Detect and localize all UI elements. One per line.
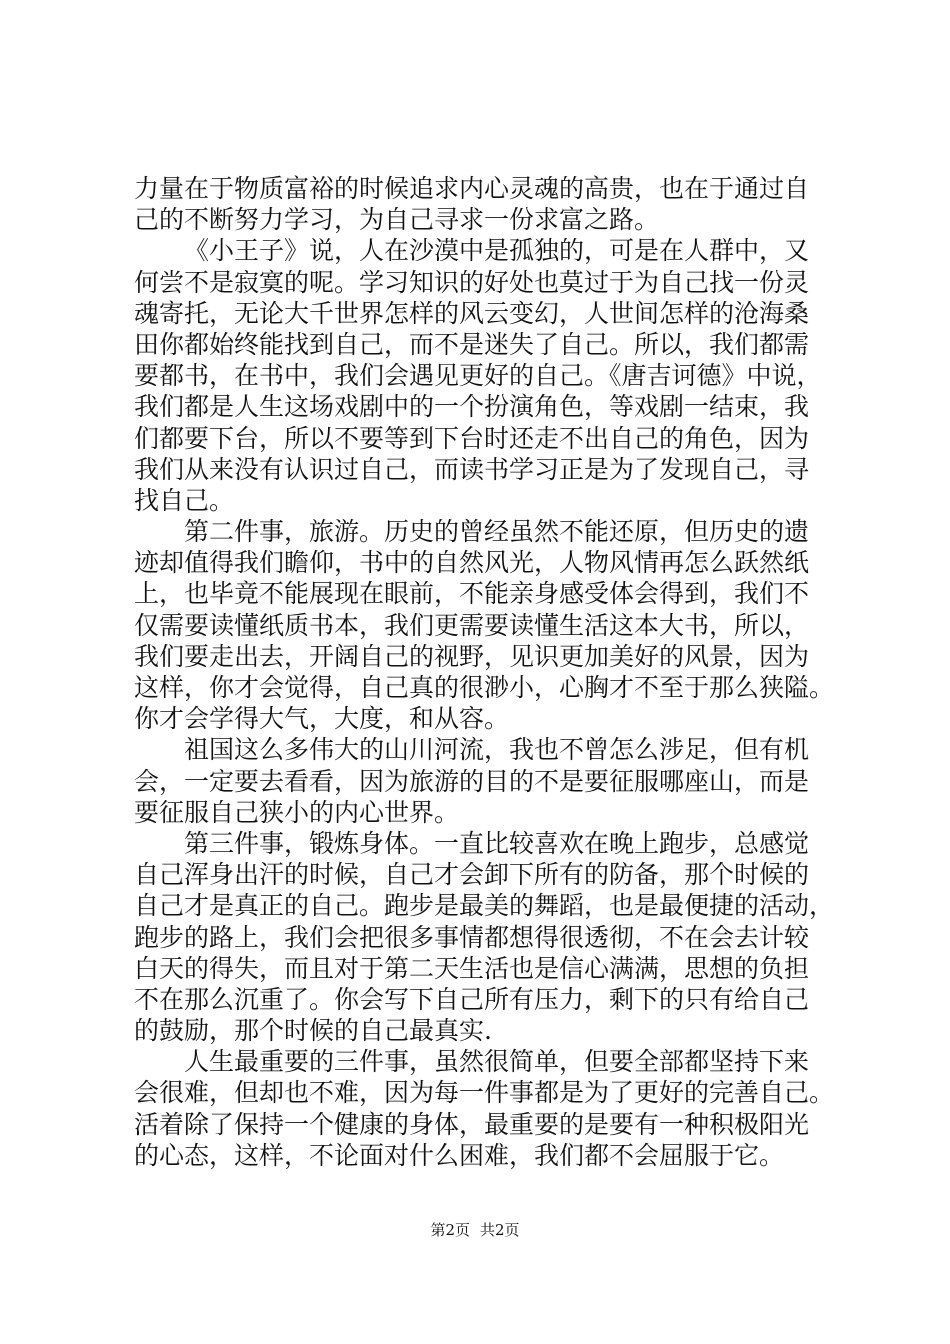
text-line: 力量在于物质富裕的时候追求内心灵魂的高贵，也在于通过自	[134, 174, 810, 203]
page-total: 共2页	[480, 1221, 520, 1239]
text-line: 们都要下台，所以不要等到下台时还走不出自己的角色，因为	[134, 423, 810, 453]
text-line: 跑步的路上，我们会把很多事情都想得很透彻，不在会去计较	[134, 922, 810, 952]
page-footer	[0, 1220, 950, 1240]
text-line: 何尝不是寂寞的呢。学习知识的好处也莫过于为自己找一份灵	[134, 267, 810, 297]
text-line: 迹却值得我们瞻仰，书中的自然风光，人物风情再怎么跃然纸	[134, 548, 810, 578]
text-line: 魂寄托，无论大千世界怎样的风云变幻，人世间怎样的沧海桑	[134, 298, 810, 328]
text-line: 你才会学得大气，大度，和从容。	[134, 704, 510, 734]
text-line: 第二件事，旅游。历史的曾经虽然不能还原，但历史的遗	[184, 517, 810, 547]
text-line: 这样，你才会觉得，自己真的很渺小，心胸才不至于那么狭隘。	[134, 673, 835, 702]
text-line: 的鼓励，那个时候的自己最真实.	[134, 1016, 492, 1046]
text-line: 《小王子》说，人在沙漠中是孤独的，可是在人群中，又	[184, 236, 810, 266]
text-line: 我们要走出去，开阔自己的视野，见识更加美好的风景，因为	[134, 641, 810, 671]
text-line: 祖国这么多伟大的山川河流，我也不曾怎么涉足，但有机	[184, 735, 810, 765]
text-line: 的心态，这样，不论面对什么困难，我们都不会屈服于它。	[134, 1140, 785, 1170]
text-line: 上，也毕竟不能展现在眼前，不能亲身感受体会得到，我们不	[134, 579, 810, 609]
text-line: 人生最重要的三件事，虽然很简单，但要全部都坚持下来	[184, 1047, 810, 1077]
text-line: 活着除了保持一个健康的身体，最重要的是要有一种积极阳光	[134, 1109, 810, 1139]
text-line: 会，一定要去看看，因为旅游的目的不是要征服哪座山，而是	[134, 766, 810, 796]
text-line: 仅需要读懂纸质书本，我们更需要读懂生活这本大书，所以，	[134, 610, 810, 640]
text-line: 不在那么沉重了。你会写下自己所有压力，剩下的只有给自己	[134, 984, 810, 1014]
page-number: 第2页	[430, 1221, 470, 1239]
text-line: 己的不断努力学习，为自己寻求一份求富之路。	[134, 205, 660, 235]
text-line: 要都书，在书中，我们会遇见更好的自己。《唐吉诃德》中说，	[134, 361, 822, 391]
text-line: 找自己。	[134, 485, 235, 515]
text-line: 要征服自己狭小的内心世界。	[134, 797, 460, 827]
text-line: 白天的得失，而且对于第二天生活也是信心满满，思想的负担	[134, 953, 810, 983]
text-line: 田你都始终能找到自己，而不是迷失了自己。所以，我们都需	[134, 329, 810, 359]
text-line: 会很难，但却也不难，因为每一件事都是为了更好的完善自己。	[134, 1078, 835, 1108]
text-line: 第三件事，锻炼身体。一直比较喜欢在晚上跑步，总感觉	[184, 828, 810, 858]
text-line: 我们从来没有认识过自己，而读书学习正是为了发现自己，寻	[134, 454, 810, 484]
text-line: 我们都是人生这场戏剧中的一个扮演角色，等戏剧一结束，我	[134, 392, 810, 422]
text-line: 自己浑身出汗的时候，自己才会卸下所有的防备，那个时候的	[134, 860, 810, 890]
text-line: 自己才是真正的自己。跑步是最美的舞蹈，也是最便捷的活动，	[134, 891, 835, 921]
document-body	[134, 173, 854, 1171]
